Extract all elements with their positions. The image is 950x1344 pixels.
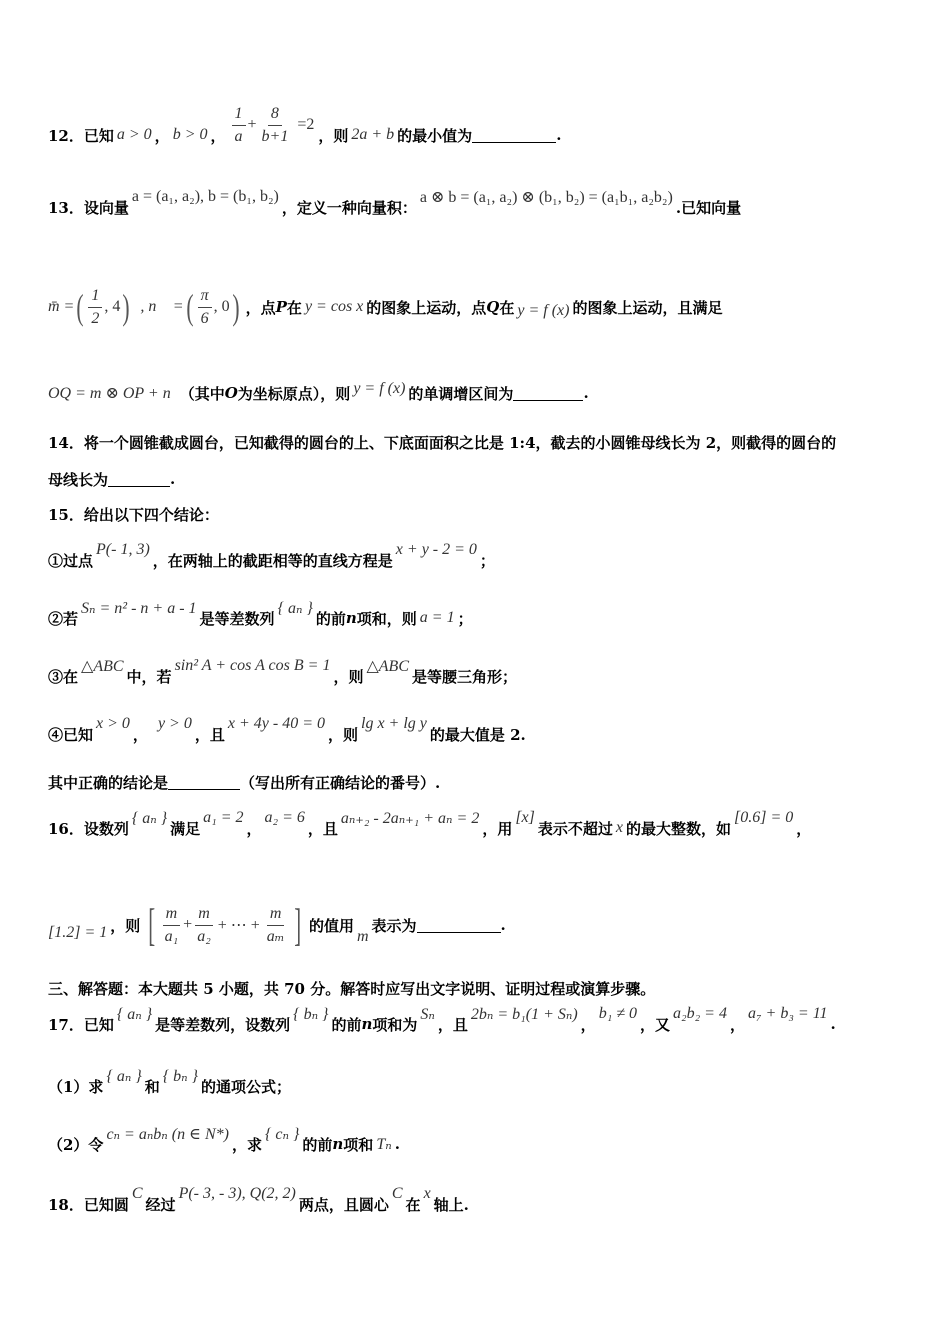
question-16-line-2: [1.2] = 1 ，则 [ $\frac{m}{\text{a₁}}$ + $\frac{m}{\text{a₂}}$ + ⋯ + $\frac{m}{\text{aₘ}}$ ] 的值用 m 表示为 .	[48, 899, 506, 950]
question-14: 14．将一个圆锥截成圆台，已知截得的圆台的上、下底面面积之比是 1:4，截去的小圆锥母线长为 2，则截得的圆台的	[48, 433, 837, 452]
q15-statement-3: ③在 △ABC 中，若 sin² A + cos A cos B = 1 ，则 △ABC 是等腰三角形；	[48, 657, 518, 686]
question-13: 13．设向量 a = (a₁, a₂), b = (b₁, b₂) ，定义一种向量积： a ⊗ b = (a₁, a₂) ⊗ (b₁, b₂) = (a₁b₁, a₂b₂) .已知向量	[48, 188, 742, 217]
answer-blank	[108, 472, 170, 487]
q15-statement-4: ④已知 x > 0 ， y > 0 ，且 x + 4y - 40 = 0 ，则 lg x + lg y 的最大值是 2.	[48, 715, 526, 744]
q13-label: 13．设向量	[48, 198, 129, 217]
q13-vector-m: m̄ = ( $\frac{1}{2}$ , 4 )	[48, 286, 130, 327]
q13-cos-function: y = cos x	[304, 298, 364, 315]
question-15: 15．给出以下四个结论：	[48, 505, 219, 524]
question-16: 16．设数列 { aₙ } 满足 a₁ = 2 ， a₂ = 6 ，且 aₙ₊₂ - 2aₙ₊₁ + aₙ = 2 ，用 [x] 表示不超过 x 的最大整数，如 [0.6] = 0 ，	[48, 809, 812, 838]
section-3-heading: 三、解答题：本大题共 5 小题，共 70 分。解答时应写出文字说明、证明过程或演算步骤。	[48, 979, 656, 998]
q15-statement-1: ①过点 P(- 1, 3) ，在两轴上的截距相等的直线方程是 x + y - 2 = 0 ；	[48, 541, 495, 570]
q13-f-function-2: y = f (x)	[353, 380, 406, 397]
question-13-line-2: m̄ = ( $\frac{1}{2}$ , 4 ) , n⃗ = ( $\frac{\pi}{6}$ , 0 ) ，点 P 在 y = cos x 的图象上运动，点 Q 在 y = f (x) 的图象上运动，且满足	[48, 286, 723, 327]
answer-blank	[168, 775, 240, 790]
q13-vector-n: , n⃗ = ( $\frac{\pi}{6}$ , 0 )	[140, 286, 240, 327]
answer-blank	[513, 386, 583, 401]
q12-fraction-expression: $\frac{1}{a}$ + $\frac{8}{b+1}$ =2	[230, 105, 315, 146]
question-13-line-3: OQ = m ⊗ OP + n （其中 O 为坐标原点），则 y = f (x) 的单调增区间为 .	[48, 380, 589, 403]
question-12: 12．已知 a > 0 ， b > 0 ， $\frac{1}{a}$ + $\frac{8}{b+1}$ =2 ，则 2a + b 的最小值为 .	[48, 104, 562, 145]
q12-fraction-2: $\frac{8}{b+1}$	[261, 104, 289, 145]
answer-blank	[472, 128, 556, 143]
q13-f-function: y = f (x)	[517, 302, 570, 319]
q12-expression: 2a + b	[351, 126, 395, 143]
q17-part-2: （2）令 cₙ = aₙbₙ (n ∈ N*) ，求 { cₙ } 的前 n 项和 Tₙ .	[48, 1126, 400, 1154]
q13-vectors: a = (a₁, a₂), b = (b₁, b₂)	[131, 188, 279, 205]
answer-blank	[417, 918, 501, 933]
question-14-line-2: 母线长为 .	[48, 470, 176, 489]
q13-oq-equation: OQ = m ⊗ OP + n	[48, 385, 171, 402]
q13-vector-product: a ⊗ b = (a₁, a₂) ⊗ (b₁, b₂) = (a₁b₁, a₂b₂)	[419, 189, 673, 206]
q12-label: 12．已知	[48, 126, 114, 145]
q12-a-condition: a > 0	[116, 126, 152, 143]
q12-b-condition: b > 0	[172, 126, 208, 143]
question-18: 18．已知圆 C 经过 P(- 3, - 3), Q(2, 2) 两点，且圆心 C 在 x 轴上.	[48, 1185, 469, 1214]
q12-fraction-1: $\frac{1}{a}$	[232, 105, 246, 146]
question-17: 17．已知 { aₙ } 是等差数列，设数列 { bₙ } 的前 n 项和为 Sₙ ，且 2bₙ = b₁(1 + Sₙ) ， b₁ ≠ 0 ，又 a₂b₂ = 4 ， a₇ + b₃ = 11 .	[48, 1005, 836, 1034]
q17-part-1: （1）求 { aₙ } 和 { bₙ } 的通项公式；	[48, 1068, 292, 1096]
q15-answer-line: 其中正确的结论是 （写出所有正确结论的番号）.	[48, 773, 441, 792]
q15-statement-2: ②若 Sₙ = n² - n + a - 1 是等差数列 { aₙ } 的前 n 项和，则 a = 1 ；	[48, 600, 473, 628]
q16-floor-sum: [ $\frac{m}{\text{a₁}}$ + $\frac{m}{\text{a₂}}$ + ⋯ + $\frac{m}{\text{aₘ}}$ ]	[148, 899, 301, 950]
